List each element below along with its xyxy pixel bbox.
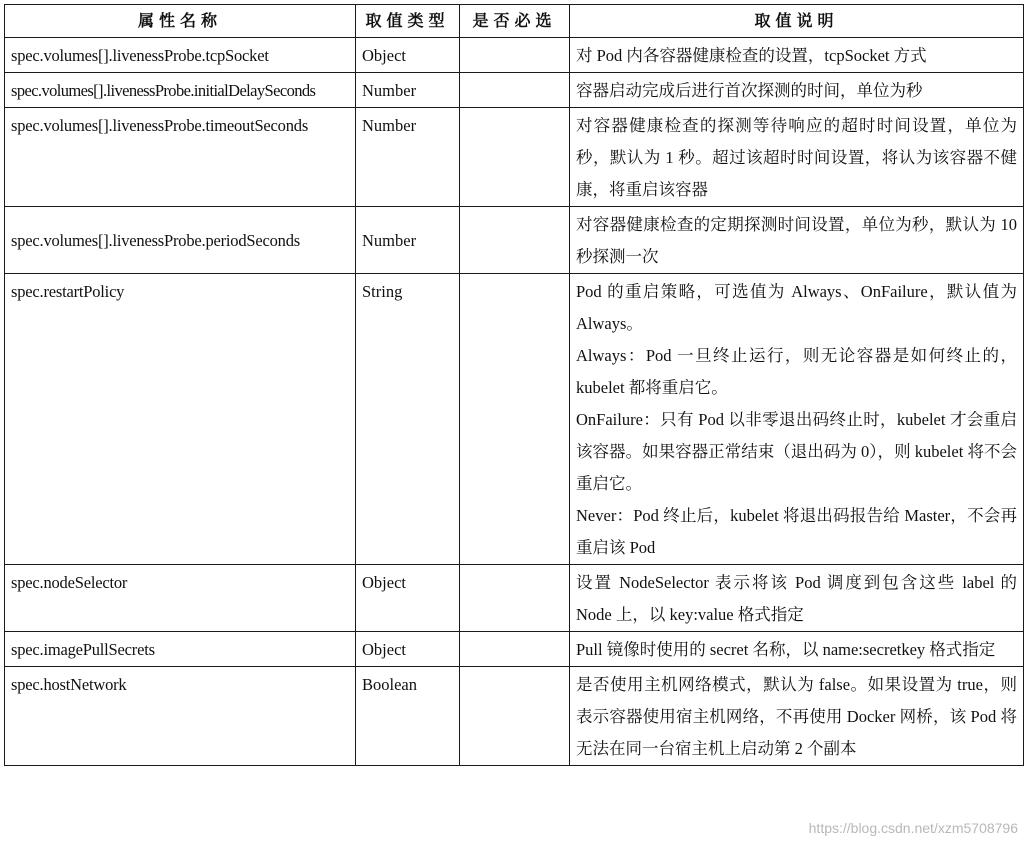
property-required	[460, 667, 570, 766]
description-paragraph: 对容器健康检查的探测等待响应的超时时间设置，单位为秒，默认为 1 秒。超过该超时时间设置，将认为该容器不健康，将重启该容器	[576, 116, 1017, 199]
description-paragraph: 容器启动完成后进行首次探测的时间，单位为秒	[576, 81, 923, 100]
description-paragraph: 设置 NodeSelector 表示将该 Pod 调度到包含这些 label 的 Node 上，以 key:value 格式指定	[576, 573, 1017, 624]
description-paragraph: Always：Pod 一旦终止运行，则无论容器是如何终止的，kubelet 都将重启它。	[576, 346, 1017, 397]
property-name: spec.volumes[].livenessProbe.tcpSocket	[5, 38, 356, 73]
table-row	[5, 73, 1024, 108]
property-name: spec.volumes[].livenessProbe.timeoutSeconds	[5, 108, 356, 207]
description-paragraph: 对容器健康检查的定期探测时间设置，单位为秒，默认为 10 秒探测一次	[576, 215, 1017, 266]
property-description	[570, 667, 1024, 766]
property-name: spec.nodeSelector	[5, 565, 356, 632]
table-row	[5, 207, 1024, 274]
property-required	[460, 632, 570, 667]
table-row	[5, 565, 1024, 632]
property-name: spec.volumes[].livenessProbe.initialDelaySeconds	[5, 73, 356, 108]
header-row	[5, 5, 1024, 38]
property-type: Number	[356, 73, 460, 108]
property-required	[460, 38, 570, 73]
property-description	[570, 632, 1024, 667]
property-type: Number	[356, 207, 460, 274]
property-table	[4, 4, 1024, 766]
property-name: spec.restartPolicy	[5, 274, 356, 565]
property-required	[460, 73, 570, 108]
description-paragraph: Pod 的重启策略，可选值为 Always、OnFailure，默认值为 Always。	[576, 282, 1017, 333]
description-paragraph: OnFailure：只有 Pod 以非零退出码终止时，kubelet 才会重启该容器。如果容器正常结束（退出码为 0），则 kubelet 将不会重启它。	[576, 410, 1017, 493]
property-description	[570, 207, 1024, 274]
property-type: String	[356, 274, 460, 565]
description-paragraph: Pull 镜像时使用的 secret 名称，以 name:secretkey 格式指定	[576, 640, 996, 659]
property-required	[460, 207, 570, 274]
header-value-type: 取值类型	[356, 5, 460, 38]
table-row	[5, 38, 1024, 73]
table-row	[5, 632, 1024, 667]
property-name: spec.volumes[].livenessProbe.periodSeconds	[5, 207, 356, 274]
watermark-text: https://blog.csdn.net/xzm5708796	[808, 820, 1018, 836]
property-type: Object	[356, 565, 460, 632]
property-type: Boolean	[356, 667, 460, 766]
property-name: spec.hostNetwork	[5, 667, 356, 766]
table-row	[5, 108, 1024, 207]
property-description	[570, 565, 1024, 632]
property-required	[460, 274, 570, 565]
property-description	[570, 73, 1024, 108]
property-description	[570, 38, 1024, 73]
property-type: Object	[356, 38, 460, 73]
description-paragraph: Never：Pod 终止后，kubelet 将退出码报告给 Master，不会再重启该 Pod	[576, 506, 1017, 557]
property-name: spec.imagePullSecrets	[5, 632, 356, 667]
property-description	[570, 108, 1024, 207]
header-required: 是否必选	[460, 5, 570, 38]
property-description	[570, 274, 1024, 565]
property-type: Object	[356, 632, 460, 667]
table-row	[5, 274, 1024, 565]
property-required	[460, 108, 570, 207]
property-required	[460, 565, 570, 632]
header-value-description: 取值说明	[570, 5, 1024, 38]
description-paragraph: 是否使用主机网络模式，默认为 false。如果设置为 true，则表示容器使用宿主机网络，不再使用 Docker 网桥，该 Pod 将无法在同一台宿主机上启动第 2 个副本	[576, 675, 1017, 758]
table-row	[5, 667, 1024, 766]
property-type: Number	[356, 108, 460, 207]
description-paragraph: 对 Pod 内各容器健康检查的设置，tcpSocket 方式	[576, 46, 927, 65]
header-property-name: 属性名称	[5, 5, 356, 38]
